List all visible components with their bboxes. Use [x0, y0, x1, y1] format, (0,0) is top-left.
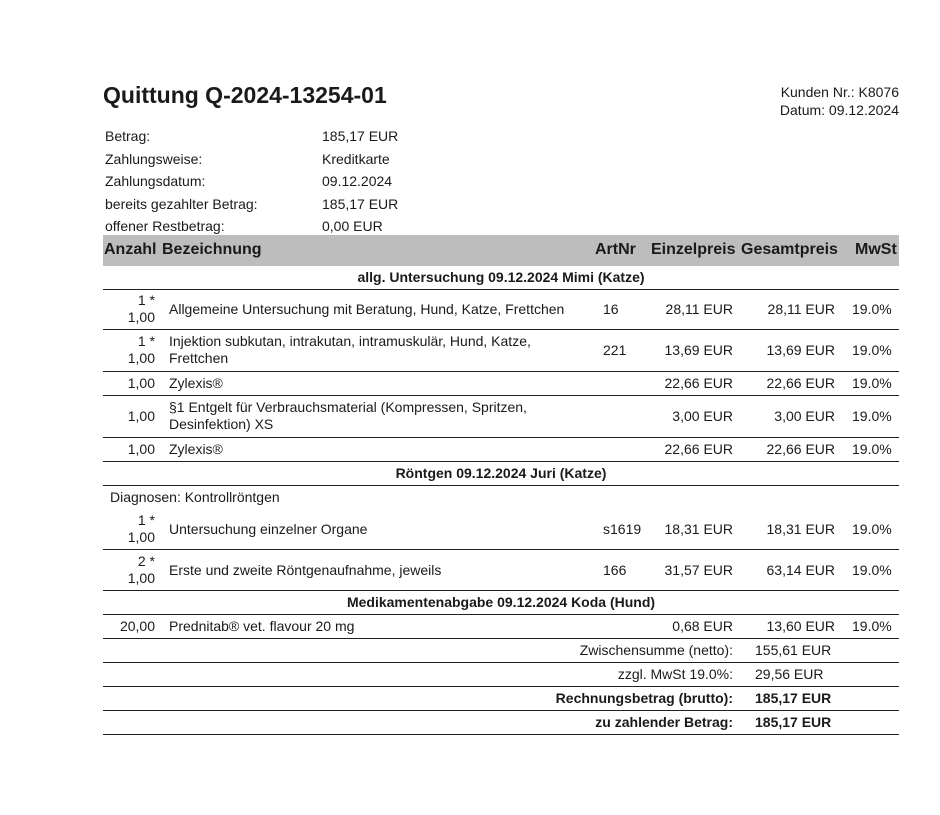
payment-value: 185,17 EUR: [322, 128, 399, 144]
gross-total-row: [103, 687, 899, 711]
payment-label: Zahlungsdatum:: [105, 173, 206, 190]
item-vat: 19.0%: [852, 342, 892, 358]
item-vat: 19.0%: [852, 618, 892, 634]
payment-label: Zahlungsweise:: [105, 150, 203, 167]
subtotal-label: Zwischensumme (netto):: [579, 642, 733, 658]
item-description: Zylexis®: [169, 375, 223, 391]
col-header-qty: Anzahl: [104, 241, 157, 258]
qty-multiplier: 1 *: [137, 512, 155, 528]
qty-multiplier: 1 *: [137, 292, 155, 308]
item-art-no: 221: [603, 342, 627, 358]
col-header-total-price: Gesamtpreis: [741, 241, 838, 258]
item-description: Zylexis®: [169, 441, 223, 457]
table-row: [103, 396, 899, 438]
item-vat: 19.0%: [852, 301, 892, 317]
diagnosis-text: Diagnosen: Kontrollröntgen: [110, 489, 280, 505]
qty-value: 1,00: [127, 375, 155, 391]
item-unit-price: 3,00 EUR: [672, 408, 733, 424]
group-title: Röntgen 09.12.2024 Juri (Katze): [103, 462, 899, 486]
item-description-cont: Frettchen: [169, 350, 229, 366]
item-unit-price: 31,57 EUR: [664, 562, 733, 578]
payment-value: 0,00 EUR: [322, 218, 383, 235]
qty-value: 1,00: [127, 350, 155, 366]
item-description-cont: Desinfektion) XS: [169, 416, 274, 432]
item-vat: 19.0%: [852, 408, 892, 424]
item-total-price: 13,60 EUR: [766, 618, 835, 634]
col-header-art: ArtNr: [595, 241, 636, 258]
col-header-unit-price: Einzelpreis: [651, 241, 736, 258]
line-items-table: [103, 235, 899, 735]
page-title: Quittung Q-2024-13254-01: [103, 82, 387, 108]
item-total-price: 3,00 EUR: [774, 408, 835, 424]
group-title: allg. Untersuchung 09.12.2024 Mimi (Katze): [103, 266, 899, 290]
item-vat: 19.0%: [852, 375, 892, 391]
item-description: Injektion subkutan, intrakutan, intramuskulär, Hund, Katze,: [169, 333, 531, 349]
item-description: Prednitab® vet. flavour 20 mg: [169, 618, 355, 634]
qty-value: 1,00: [127, 408, 155, 424]
group-title: Medikamentenabgabe 09.12.2024 Koda (Hund): [103, 591, 899, 615]
item-unit-price: 28,11 EUR: [665, 301, 733, 317]
item-unit-price: 13,69 EUR: [664, 342, 733, 358]
payment-label: Betrag:: [105, 128, 151, 144]
item-unit-price: 18,31 EUR: [664, 521, 733, 537]
item-unit-price: 22,66 EUR: [664, 375, 733, 391]
qty-multiplier: 1 *: [137, 333, 155, 349]
amount-due-row: [103, 711, 899, 735]
table-row: [103, 438, 899, 462]
vat-label: zzgl. MwSt 19.0%:: [617, 666, 733, 682]
subtotal-row: [103, 639, 899, 663]
item-total-price: 13,69 EUR: [766, 342, 835, 358]
table-row: [103, 550, 899, 591]
customer-number: Kunden Nr.: K8076: [780, 84, 899, 100]
item-art-no: 16: [603, 301, 619, 317]
customer-info: [780, 83, 899, 119]
item-total-price: 63,14 EUR: [766, 562, 835, 578]
item-description: Erste und zweite Röntgenaufnahme, jeweils: [169, 562, 442, 578]
subtotal-value: 155,61 EUR: [755, 642, 832, 658]
item-art-no: s1619: [603, 521, 642, 537]
amount-due-label: zu zahlender Betrag:: [595, 714, 733, 730]
item-vat: 19.0%: [852, 441, 892, 457]
payment-label: offener Restbetrag:: [105, 218, 225, 235]
vat-value: 29,56 EUR: [755, 666, 824, 682]
item-unit-price: 22,66 EUR: [664, 441, 733, 457]
qty-value: 20,00: [119, 618, 155, 634]
table-row: [103, 290, 899, 330]
table-header: [103, 235, 899, 266]
item-total-price: 22,66 EUR: [766, 441, 835, 457]
item-total-price: 18,31 EUR: [766, 521, 835, 537]
qty-multiplier: 2 *: [137, 553, 155, 569]
item-description: Allgemeine Untersuchung mit Beratung, Hund, Katze, Frettchen: [169, 301, 565, 317]
amount-due-value: 185,17 EUR: [755, 714, 832, 730]
gross-total-label: Rechnungsbetrag (brutto):: [555, 690, 733, 706]
payment-label: bereits gezahlter Betrag:: [105, 195, 258, 212]
gross-total-value: 185,17 EUR: [755, 690, 832, 706]
qty-value: 1,00: [127, 441, 155, 457]
item-unit-price: 0,68 EUR: [672, 618, 733, 634]
qty-value: 1,00: [127, 309, 155, 325]
item-total-price: 22,66 EUR: [766, 375, 835, 391]
table-row: [103, 509, 899, 550]
vat-row: [103, 663, 899, 687]
item-vat: 19.0%: [852, 562, 892, 578]
qty-value: 1,00: [127, 570, 155, 586]
item-art-no: 166: [603, 562, 627, 578]
col-header-desc: Bezeichnung: [162, 241, 262, 258]
item-total-price: 28,11 EUR: [767, 301, 835, 317]
item-description: Untersuchung einzelner Organe: [169, 521, 368, 537]
table-row: [103, 615, 899, 639]
table-row: [103, 330, 899, 372]
table-row: [103, 372, 899, 396]
col-header-vat: MwSt: [855, 241, 897, 258]
payment-value: 185,17 EUR: [322, 195, 399, 212]
payment-value: 09.12.2024: [322, 173, 393, 190]
payment-value: Kreditkarte: [322, 150, 390, 167]
item-vat: 19.0%: [852, 521, 892, 537]
item-description: §1 Entgelt für Verbrauchsmaterial (Kompressen, Spritzen,: [169, 399, 527, 415]
qty-value: 1,00: [127, 529, 155, 545]
document-date: Datum: 09.12.2024: [779, 102, 899, 118]
